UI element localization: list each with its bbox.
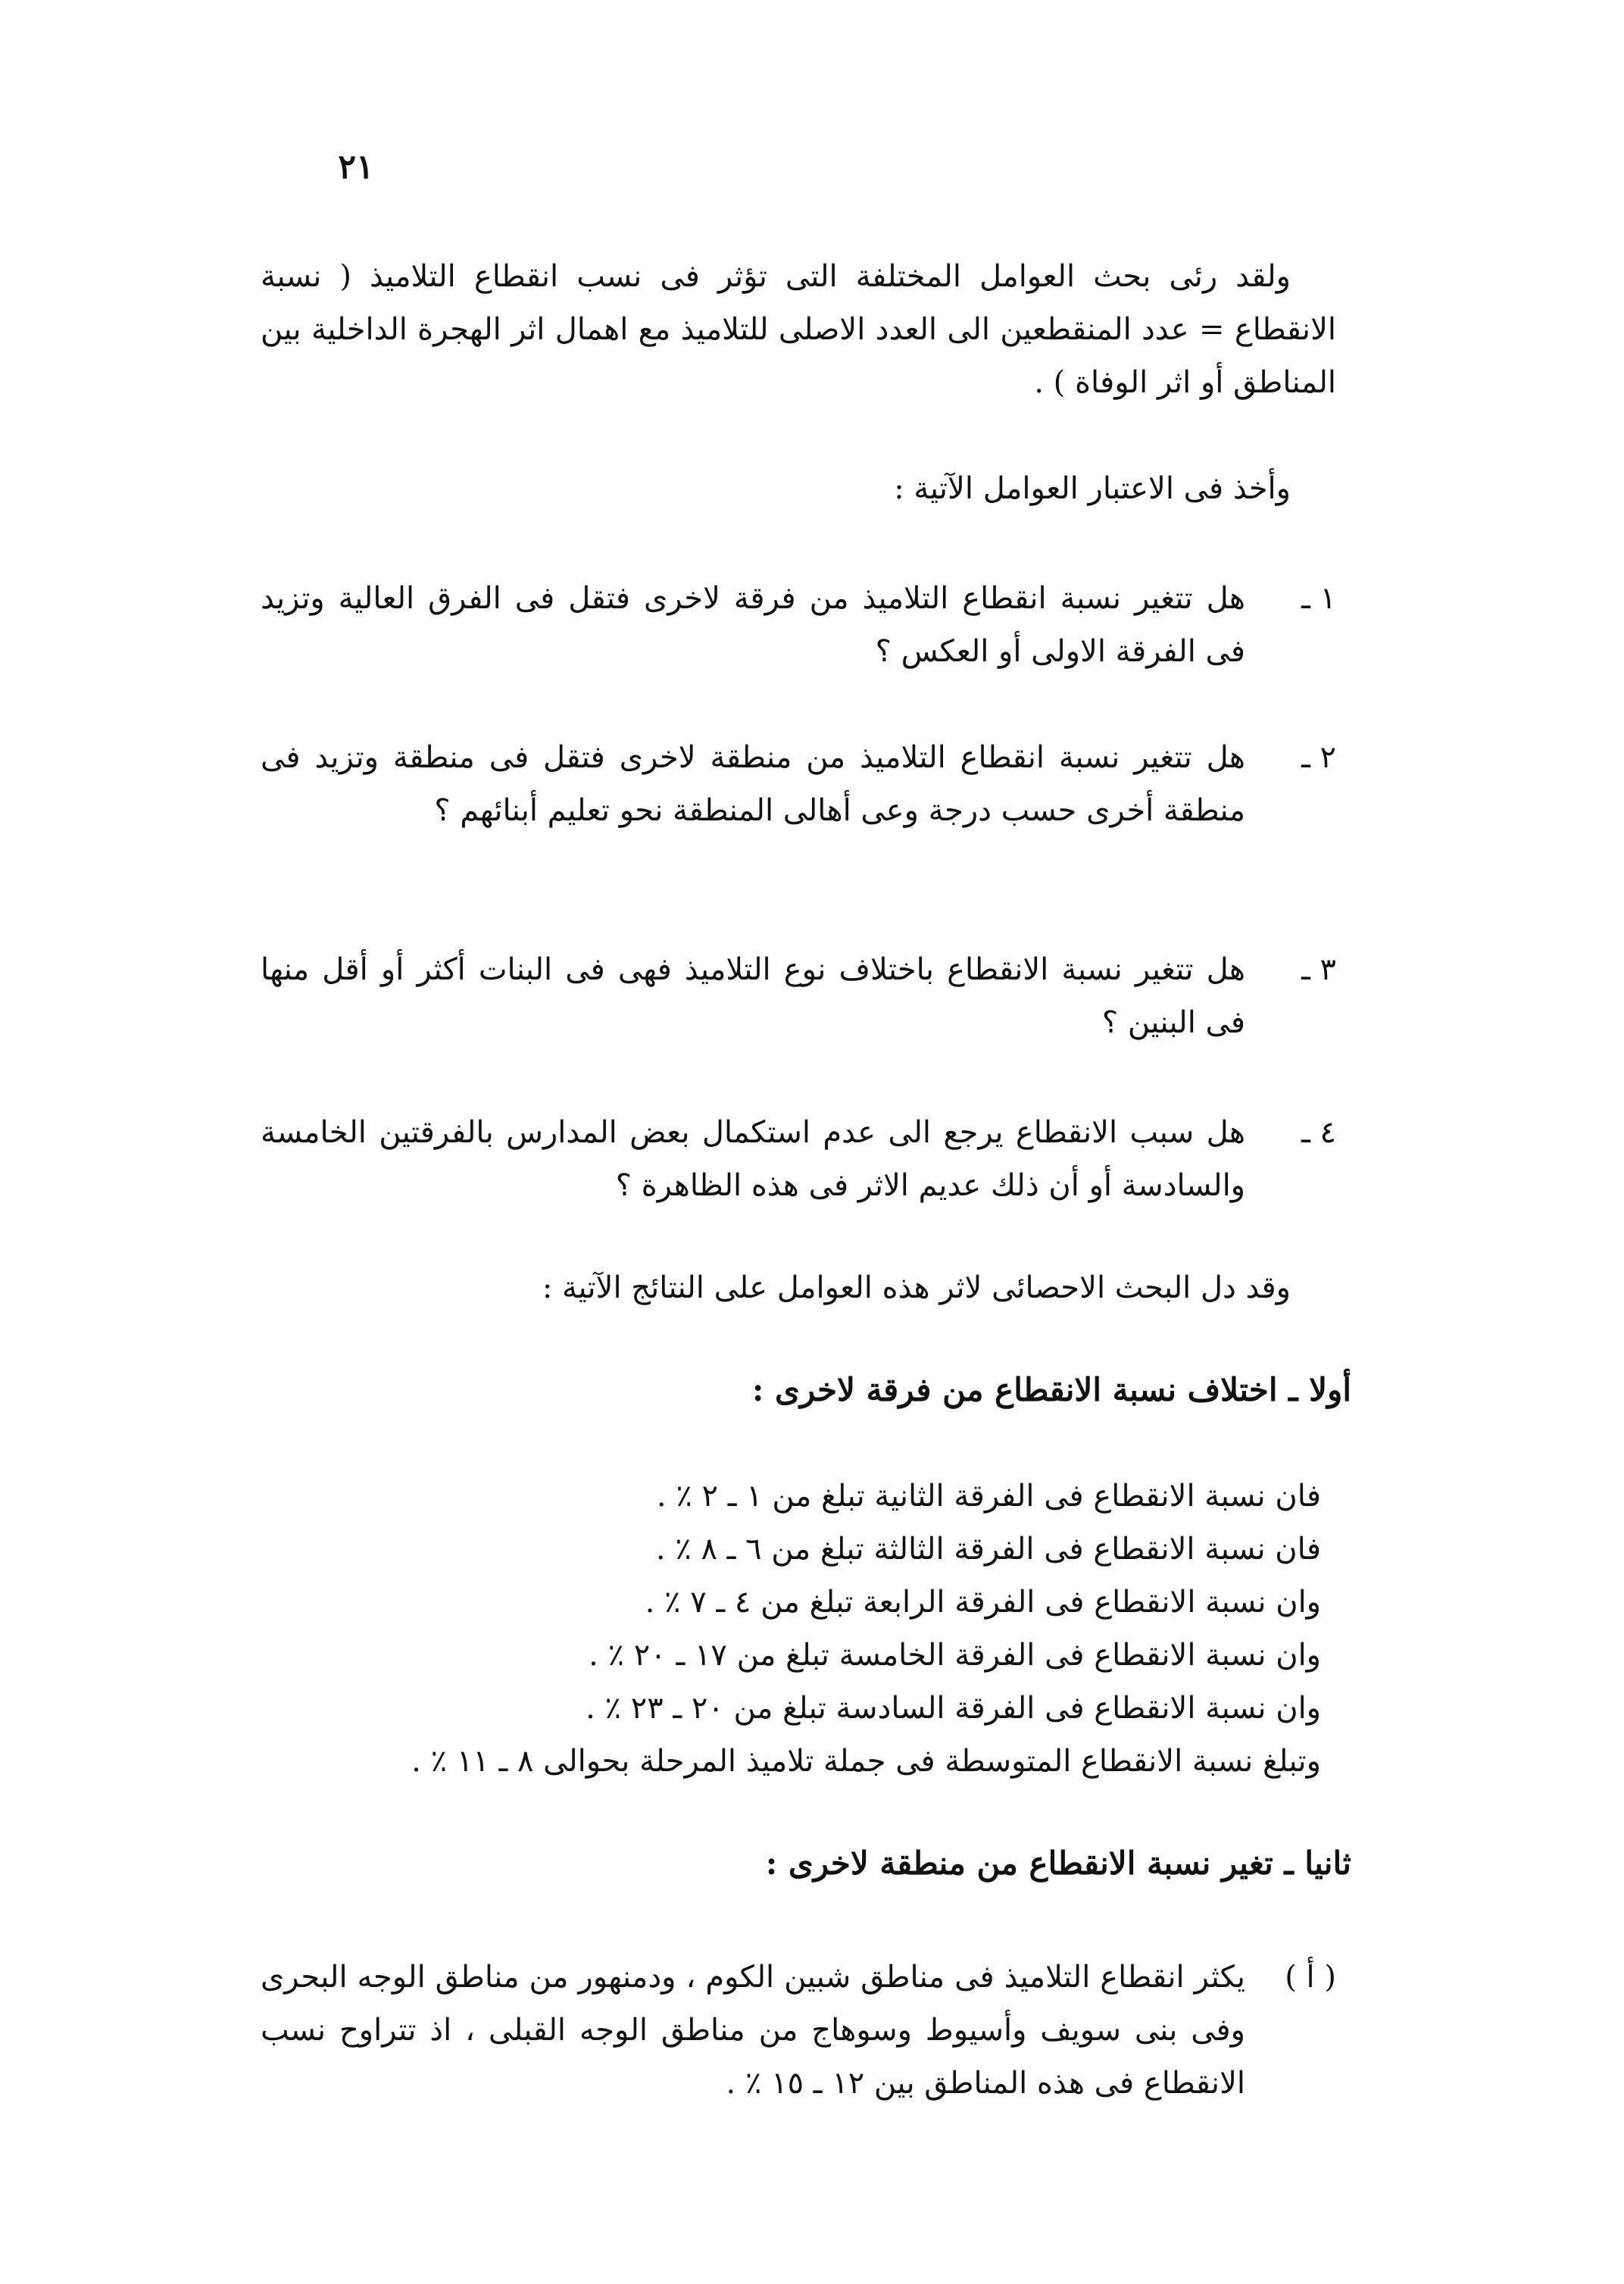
question-4-number: ٤ ـ (1301, 1115, 1336, 1150)
question-3-text: هل تتغير نسبة الانقطاع باختلاف نوع التلاميذ فهى فى البنات أكثر أو أقل منها فى البنين ؟ (261, 952, 1245, 1040)
section-2-item-a-label: ( أ ) (1285, 1960, 1336, 1995)
page-number: ٢١ (338, 148, 374, 186)
list-item: فان نسبة الانقطاع فى الفرقة الثالثة تبلغ من ٦ ـ ٨ ٪ . (655, 1532, 1321, 1567)
list-item: وان نسبة الانقطاع فى الفرقة الخامسة تبلغ من ١٧ ـ ٢٠ ٪ . (589, 1638, 1321, 1673)
question-1 (261, 572, 1336, 678)
section-2-item-a (261, 1951, 1336, 2110)
section-2-item-a-text: يكثر انقطاع التلاميذ فى مناطق شبين الكوم ، ودمنهور من مناطق الوجه البحرى وفى بنى سويف وأسيوط وسوهاج من مناطق الوجه القبلى ، اذ تتراوح نسب الانقطاع فى هذه المناطق بين ١٢ ـ ١٥ ٪ . (261, 1960, 1245, 2101)
question-2 (261, 731, 1336, 837)
question-3 (261, 943, 1336, 1049)
question-4-text: هل سبب الانقطاع يرجع الى عدم استكمال بعض المدارس بالفرقتين الخامسة والسادسة أو أن ذلك عديم الاثر فى هذه الظاهرة ؟ (261, 1115, 1245, 1203)
section-2-heading: ثانيا ـ تغير نسبة الانقطاع من منطقة لاخرى : (765, 1845, 1351, 1882)
list-item: فان نسبة الانقطاع فى الفرقة الثانية تبلغ من ١ ـ ٢ ٪ . (656, 1479, 1321, 1514)
list-item: وتبلغ نسبة الانقطاع المتوسطة فى جملة تلاميذ المرحلة بحوالى ٨ ـ ١١ ٪ . (411, 1744, 1321, 1779)
question-1-number: ١ ـ (1301, 581, 1336, 616)
question-2-number: ٢ ـ (1301, 740, 1336, 775)
intro-paragraph (261, 250, 1336, 409)
factors-intro (261, 462, 1336, 515)
results-intro-text: وقد دل البحث الاحصائى لاثر هذه العوامل على النتائج الآتية : (542, 1270, 1291, 1305)
question-2-text: هل تتغير نسبة انقطاع التلاميذ من منطقة لاخرى فتقل فى منطقة وتزيد فى منطقة أخرى حسب درجة وعى أهالى المنطقة نحو تعليم أبنائهم ؟ (261, 740, 1245, 828)
factors-intro-text: وأخذ فى الاعتبار العوامل الآتية : (894, 471, 1291, 506)
question-1-text: هل تتغير نسبة انقطاع التلاميذ من فرقة لاخرى فتقل فى الفرق العالية وتزيد فى الفرقة الاولى أو العكس ؟ (261, 581, 1245, 669)
section-1-heading: أولا ـ اختلاف نسبة الانقطاع من فرقة لاخرى : (751, 1371, 1351, 1408)
intro-text: ولقد رئى بحث العوامل المختلفة التى تؤثر فى نسب انقطاع التلاميذ ( نسبة الانقطاع = عدد المنقطعين الى العدد الاصلى للتلاميذ مع اهمال اثر الهجرة الداخلية بين المناطق أو اثر الوفاة ) . (261, 259, 1336, 400)
section-1-list (261, 1470, 1321, 1788)
results-intro (261, 1261, 1336, 1314)
list-item: وان نسبة الانقطاع فى الفرقة الرابعة تبلغ من ٤ ـ ٧ ٪ . (645, 1585, 1321, 1620)
question-4 (261, 1106, 1336, 1212)
list-item: وان نسبة الانقطاع فى الفرقة السادسة تبلغ من ٢٠ ـ ٢٣ ٪ . (586, 1691, 1321, 1726)
question-3-number: ٣ ـ (1301, 952, 1336, 987)
